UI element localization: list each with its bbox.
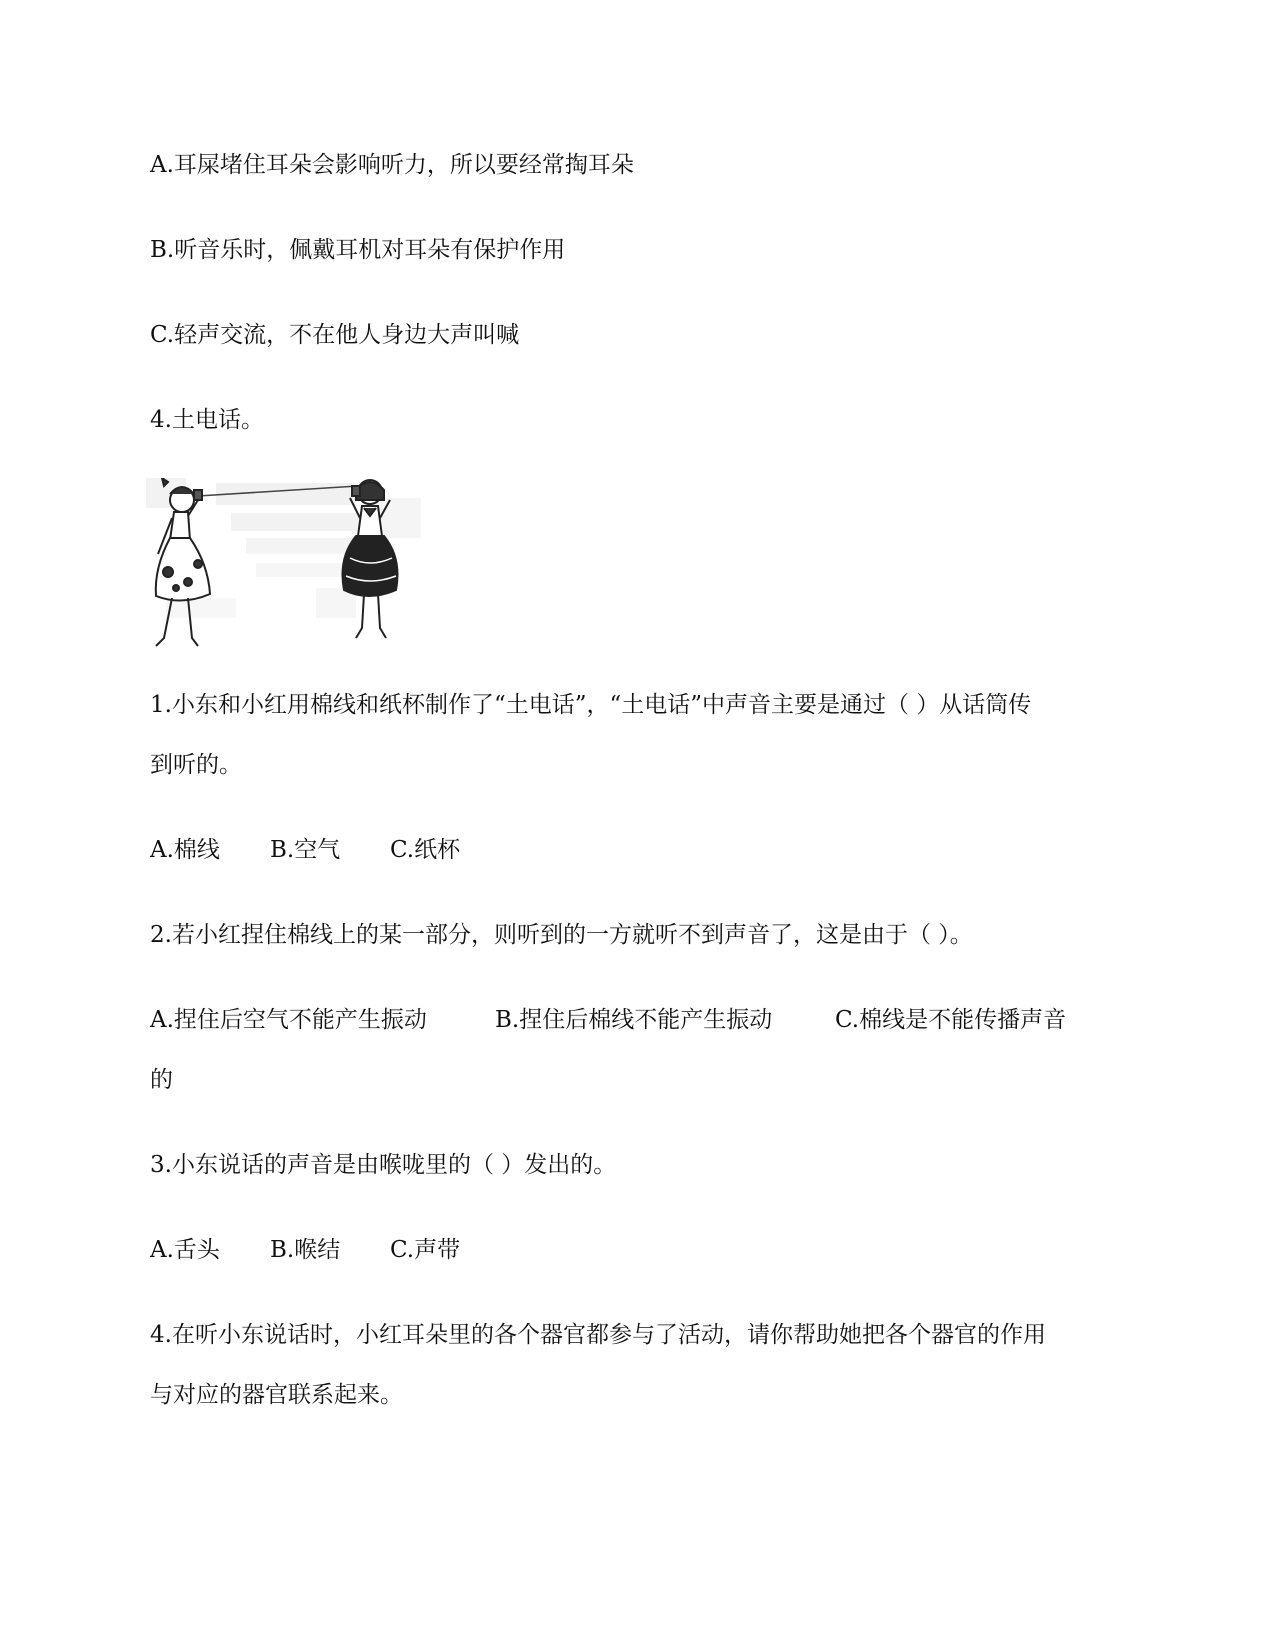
q2-text: 2.若小红捏住棉线上的某一部分，则听到的一方就听不到声音了，这是由于（ ）。 [150,922,973,948]
q2-option-c: C.棉线是不能传播声音 [835,1007,1067,1033]
string-telephone-illustration [146,478,428,664]
q1-option-a: A.棉线 [150,837,220,863]
q3-option-a: A.舌头 [150,1237,220,1263]
q1-option-c: C.纸杯 [390,837,461,863]
q4-text-line1: 4.在听小东说话时，小红耳朵里的各个器官都参与了活动，请你帮助她把各个器官的作用 [150,1322,1046,1348]
q2-option-b: B.捏住后棉线不能产生振动 [495,1007,773,1033]
q1-text-line2: 到听的。 [150,752,242,778]
option-b-headphones: B.听音乐时，佩戴耳机对耳朵有保护作用 [150,237,566,263]
q4-text-line2: 与对应的器官联系起来。 [150,1382,403,1408]
q2-option-a: A.捏住后空气不能产生振动 [150,1007,427,1033]
option-c-speak-softly: C.轻声交流，不在他人身边大声叫喊 [150,322,520,348]
q3-text: 3.小东说话的声音是由喉咙里的（ ）发出的。 [150,1152,617,1178]
q2-options [150,1005,1066,1035]
q1-text-line1: 1.小东和小红用棉线和纸杯制作了“土电话”，“土电话”中声音主要是通过（ ）从话筒传 [150,692,1032,718]
two-girls-string-telephone-icon [146,478,428,664]
q3-option-c: C.声带 [390,1237,461,1263]
q1-option-b: B.空气 [270,837,341,863]
q3-options [150,1235,460,1265]
section-title: 4.土电话。 [150,407,264,433]
option-a-ear-wax: A.耳屎堵住耳朵会影响听力，所以要经常掏耳朵 [150,152,634,178]
q2-option-c-wrap: 的 [150,1067,173,1093]
q1-options [150,835,460,865]
q3-option-b: B.喉结 [270,1237,341,1263]
